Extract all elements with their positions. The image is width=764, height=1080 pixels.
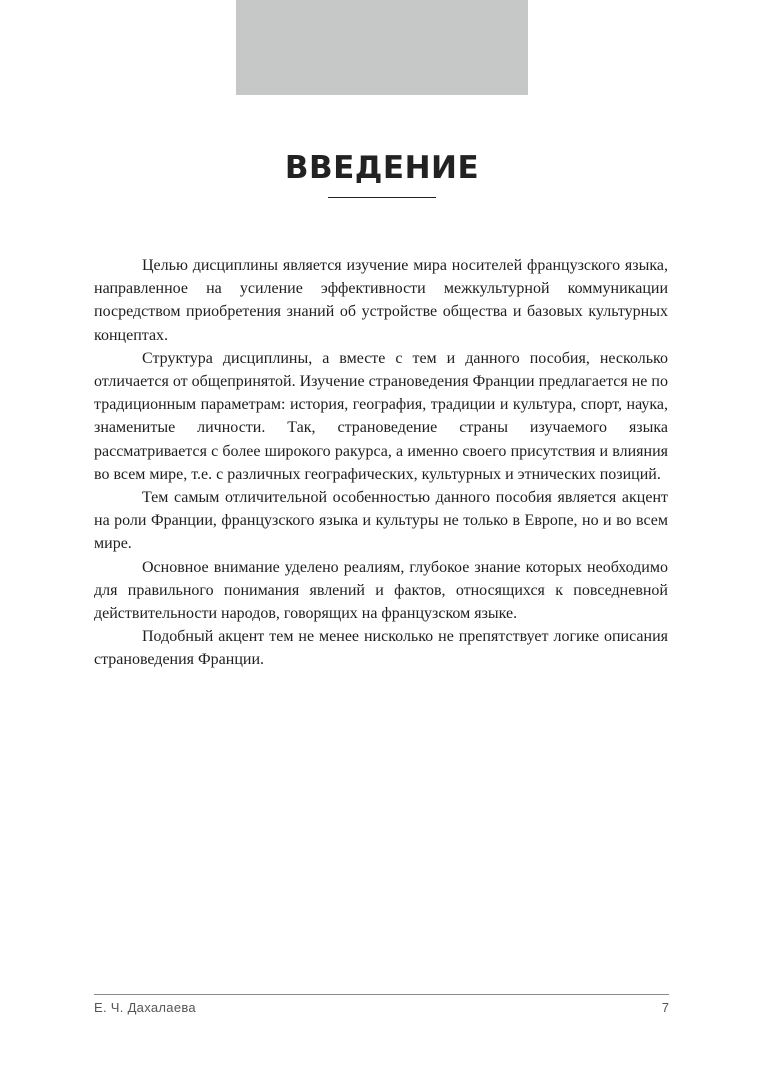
header-band xyxy=(236,0,528,95)
body-text xyxy=(94,254,668,672)
paragraph-structure: Структура дисциплины, а вместе с тем и данного пособия, несколько отличается от общепринятой. Изучение страноведения Франции предлагается не по традиционным параметрам: история, география, традиции и культура, спорт, наука, знаменитые личности. Так, страноведение страны изучаемого языка рассматривается с более широкого ракурса, а именно своего присутствия и влияния во всем мире, т.е. с различных географических, культурных и этнических позиций. xyxy=(94,349,668,483)
title-underline xyxy=(328,197,436,198)
footer-author: Е. Ч. Дахалаева xyxy=(94,1000,196,1015)
chapter-title: ВВЕДЕНИЕ xyxy=(284,150,480,186)
footer-rule xyxy=(94,994,669,995)
paragraph-realia: Основное внимание уделено реалиям, глубокое знание которых необходимо для правильного понимания явлений и фактов, относящихся к повседневной действительности народов, говорящих на французском языке. xyxy=(94,558,668,623)
page-number: 7 xyxy=(661,1000,669,1015)
paragraph-logic: Подобный акцент тем не менее нисколько не препятствует логике описания страноведения Франции. xyxy=(94,628,668,669)
paragraph-feature: Тем самым отличительной особенностью данного пособия является акцент на роли Франции, французского языка и культуры не только в Европе, но и во всем мире. xyxy=(94,489,668,553)
paragraph-goal: Целью дисциплины является изучение мира носителей французского языка, направленное на усиление эффективности межкультурной коммуникации посредством приобретения знаний об устройстве общества и базовых культурных концептах. xyxy=(94,257,668,344)
